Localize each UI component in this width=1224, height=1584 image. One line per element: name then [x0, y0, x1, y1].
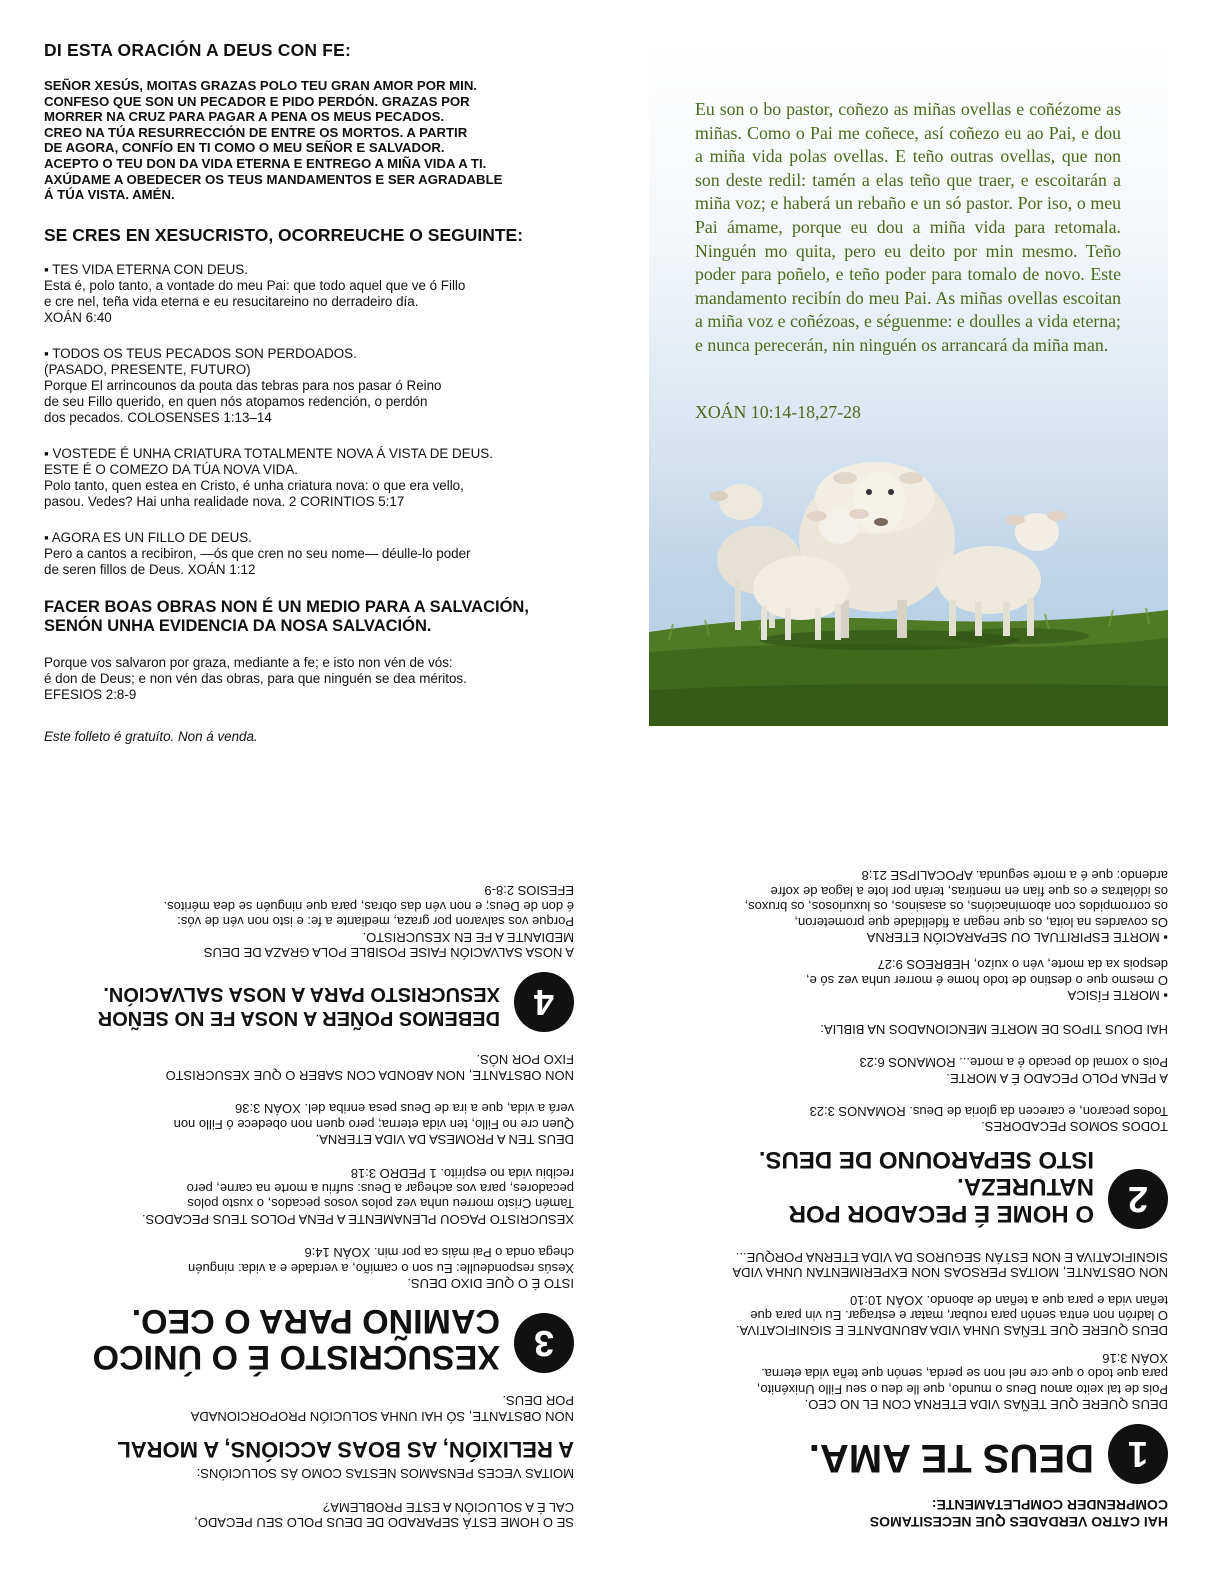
- bible-verse: Eu son o bo pastor, coñezo as miñas ovellas e coñézome as miñas. Como o Pai me coñece, así coñezo eu ao Pai, e dou a miña vida polas ovellas. E teño outras ovellas, que non son deste redil: tamén a elas teño que traer, e escoitarán a miña voz; e haberá un rebaño e un só pastor. Por iso, o meu Pai ámame, porque eu dou a miña vida para retomala. Ninguén mo quita, pero eu deito por min mesmo. Teño poder para poñelo, e teño poder para tomalo de novo. Este mandamento recibín do meu Pai. As miñas ovellas escoitan a miña voz e coñézoas, e séguenme: e doulles a vida eterna; e nunca perecerán, nin ninguén os arrancará da miña man.: [695, 99, 1121, 355]
- step-line: DEUS QUERE QUE TEÑAS VIDA ETERNA CON EL NO CEO.: [804, 1397, 1168, 1412]
- solution-question: SE O HOME ESTÁ SEPARADO DE DEUS POLO SEU PECADO, CAL É A SOLUCIÓN A ESTE PROBLEMA?: [194, 1499, 574, 1530]
- step-number-badge: 2: [1108, 1169, 1168, 1229]
- step-line: Pois de tal xeito amou Deus o mundo, que lle deu o seu Fillo Unixénito, para que todo o que cre nel non se perda, senón que teña vida eterna. XOÁN 3:16: [756, 1350, 1168, 1397]
- folded-back-half: [0, 792, 1224, 1584]
- step-line: Porque vos salvaron por graza, mediante a fe: e isto non vén de vós: é don de Deus; e non vén das obras, para que ninguén se dea méritos. EFESIOS 2:8-9: [163, 883, 574, 930]
- sheep-photo-panel: [649, 40, 1168, 726]
- step-line: Tamén Cristo morreu unha vez polos vosos pecados, o xusto polos pecadores, para vos achegar a Deus: sufriu a morte na carne, pero recibiu vida no espírito. 1 PEDRO 3:18: [186, 1165, 574, 1212]
- step-line: DEUS QUERE QUE TEÑAS UNHA VIDA ABUNDANTE E SIGNIFICATIVA.: [736, 1323, 1168, 1339]
- step-line: XESUCRISTO PAGOU PLENAMENTE A PENA POLOS TEUS PECADOS.: [141, 1211, 574, 1227]
- false-solutions: A RELIXIÓN, AS BOAS ACCIÓNS, A MORAL: [117, 1436, 574, 1462]
- benefit-item: [44, 262, 574, 326]
- bible-verse-reference: XOÁN 10:14-18,27-28: [695, 402, 861, 422]
- step-title: O HOME É PECADOR POR NATUREZA. ISTO SEPAROUNO DE DEUS.: [758, 1146, 1094, 1228]
- prayer-panel: [44, 40, 574, 744]
- truths-intro: HAI CATRO VERDADES QUE NECESITAMOS COMPRENDER COMPLETAMENTE:: [869, 1497, 1168, 1530]
- benefit-text: Polo tanto, quen estea en Cristo, é unha criatura nova: o que era vello, pasou. Vedes? Hai unha realidade nova. 2 CORINTIOS 5:17: [44, 477, 464, 509]
- step-line: Quen cre no Fillo, ten vida eterna; pero quen non obedece ó Fillo non verá a vida, que a ira de Deus pesa enriba del. XOÁN 3:36: [173, 1101, 574, 1132]
- step-line: NON OBSTANTE, MOITAS PERSOAS NON EXPERIMENTAN UNHA VIDA SIGNIFICATIVA E NON ESTÁN SEGUROS DA VIDA ETERNA PORQUE...: [732, 1249, 1168, 1281]
- christ-panel: [54, 883, 574, 1530]
- benefit-title: ▪ TODOS OS TEUS PECADOS SON PERDOADOS. (PASADO, PRESENTE, FUTURO): [44, 345, 357, 377]
- step-line: O ladrón non entra senón para roubar, matar e estragar. Eu vin para que teñan vida e para que a teñan de abondo. XOÁN 10:10: [750, 1292, 1168, 1323]
- if-believe-heading: SE CRES EN XESUCRISTO, OCORREUCHE O SEGUINTE:: [44, 224, 524, 245]
- step-line: Pois o xornal do pecado é a morte... ROMANOS 6:23: [859, 1055, 1168, 1071]
- benefit-item: [44, 446, 574, 510]
- step-title: XESUCRISTO É O ÚNICO CAMIÑO PARA O CEO.: [92, 1301, 500, 1376]
- step-line: A PENA POLO PECADO É A MORTE.: [946, 1070, 1168, 1086]
- step-line: O mesmo que o destino de todo home é morrer unha vez só e, despois xa da morte, vén o xuízo, HEBREOS 9:27: [805, 957, 1168, 988]
- benefit-title: ▪ TES VIDA ETERNA CON DEUS.: [44, 261, 248, 277]
- step-4: [54, 972, 574, 1034]
- step-line: NON OBSTANTE, NON ABONDA CON SABER O QUE XESUCRISTO FIXO POR NÓS.: [165, 1052, 574, 1083]
- truths-panel: [648, 868, 1168, 1530]
- works-text: Porque vos salvaron por graza, mediante a fe; e isto non vén de vós: é don de Deus; e non vén das obras, para que ninguén se dea méritos. EFESIOS 2:8-9: [44, 654, 467, 702]
- solution-line: MOITAS VECES PENSAMOS NESTAS COMO ÁS SOLUCIÓNS:: [196, 1466, 574, 1482]
- step-3: [54, 1303, 574, 1375]
- benefit-text: Porque El arrincounos da pouta das tebras para nos pasar ó Reino de seu Fillo querido, en quen nós atopamos redención, o perdón dos pecados. COLOSENSES 1:13–14: [44, 377, 442, 425]
- benefit-title: ▪ VOSTEDE É UNHA CRIATURA TOTALMENTE NOVA Á VISTA DE DEUS. ESTE É O COMEZO DA TÚA NOVA VIDA.: [44, 445, 493, 477]
- step-line: Todos pecaron, e carecen da gloria de Deus. ROMANOS 3:23: [809, 1103, 1168, 1119]
- benefit-text: Pero a cantos a recibiron, —ós que cren no seu nome— déulle-lo poder de seren fillos de Deus. XOÁN 1:12: [44, 545, 471, 577]
- benefit-text: Esta é, polo tanto, a vontade do meu Pai: que todo aquel que ve ó Fillo e cre nel, teña vida eterna e eu resucitareino no derradeiro día. XOÁN 6:40: [44, 277, 466, 325]
- step-line: ISTO É O QUE DIXO DEUS.: [407, 1275, 574, 1291]
- step-number-badge: 1: [1108, 1424, 1168, 1484]
- step-line: ▪ MORTE ESPIRITUAL OU SEPARACIÓN ETERNA: [866, 930, 1168, 946]
- solution-line: NON OBSTANTE, SÓ HAI UNHA SOLUCIÓN PROPORCIONADA POR DEUS.: [190, 1393, 574, 1424]
- step-line: ▪ MORTE FÍSICA: [1067, 988, 1168, 1004]
- step-line: DEUS TEN A PROMESA DA VIDA ETERNA.: [315, 1132, 574, 1148]
- step-line: Os covardes na loita, os que negan a fidelidade que prometeron, os corrompidos con abominacións, os asasinos, os luxuriosos, os bruxos, os idólatras e os que fían en mentiras, terán por lote a lagoa de xofre ardendo: que é a morte segunda. APOCALIPSE 21:8: [744, 868, 1168, 930]
- benefit-item: [44, 530, 574, 578]
- works-heading: FACER BOAS OBRAS NON É UN MEDIO PARA A SALVACIÓN, SENÓN UNHA EVIDENCIA DA NOSA SALVACIÓN.: [44, 597, 529, 636]
- step-line: Xesús respondeulle: Eu son o camiño, a verdade e a vida: ninguén chega onda o Pai máis ca por min. XOÁN 14:6: [188, 1245, 574, 1276]
- benefit-title: ▪ AGORA ES UN FILLO DE DEUS.: [44, 529, 252, 545]
- step-number-badge: 3: [514, 1313, 574, 1373]
- step-1: [648, 1424, 1168, 1486]
- step-number-badge: 4: [514, 972, 574, 1032]
- prayer-heading: DI ESTA ORACIÓN A DEUS CON FE:: [44, 40, 352, 60]
- step-line: HAI DOUS TIPOS DE MORTE MENCIONADOS NA BIBLIA:: [820, 1021, 1168, 1037]
- step-title: DEUS TE AMA.: [808, 1436, 1094, 1480]
- step-title: DEBEMOS POÑER A NOSA FE NO SEÑOR XESUCRISTO PARA A NOSA SALVACIÓN.: [97, 983, 500, 1030]
- benefit-item: [44, 346, 574, 426]
- step-line: TODOS SOMOS PECADORES.: [981, 1119, 1168, 1135]
- step-line: A NOSA SALVACIÓN FAISE POSIBLE POLA GRAZA DE DEUS MEDIANTE A FE EN XESUCRISTO.: [203, 929, 574, 961]
- free-note: Este folleto é gratuíto. Non á venda.: [44, 728, 258, 744]
- step-2: [648, 1146, 1168, 1231]
- prayer-text: SEÑOR XESÚS, MOITAS GRAZAS POLO TEU GRAN AMOR POR MIN. CONFESO QUE SON UN PECADOR E PIDO PERDÓN. GRAZAS POR MORRER NA CRUZ PARA PAGAR A PENA OS MEUS PECADOS. CREO NA TÚA RESURRECCIÓN DE ENTRE OS MORTOS. A PARTIR DE AGORA, CONFÍO EN TI COMO O MEU SEÑOR E SALVADOR. ACEPTO O TEU DON DA VIDA ETERNA E ENTREGO A MIÑA VIDA A TI. AXÚDAME A OBEDECER OS TEUS MANDAMENTOS E SER AGRADABLE Á TÚA VISTA. AMÉN.: [44, 78, 503, 203]
